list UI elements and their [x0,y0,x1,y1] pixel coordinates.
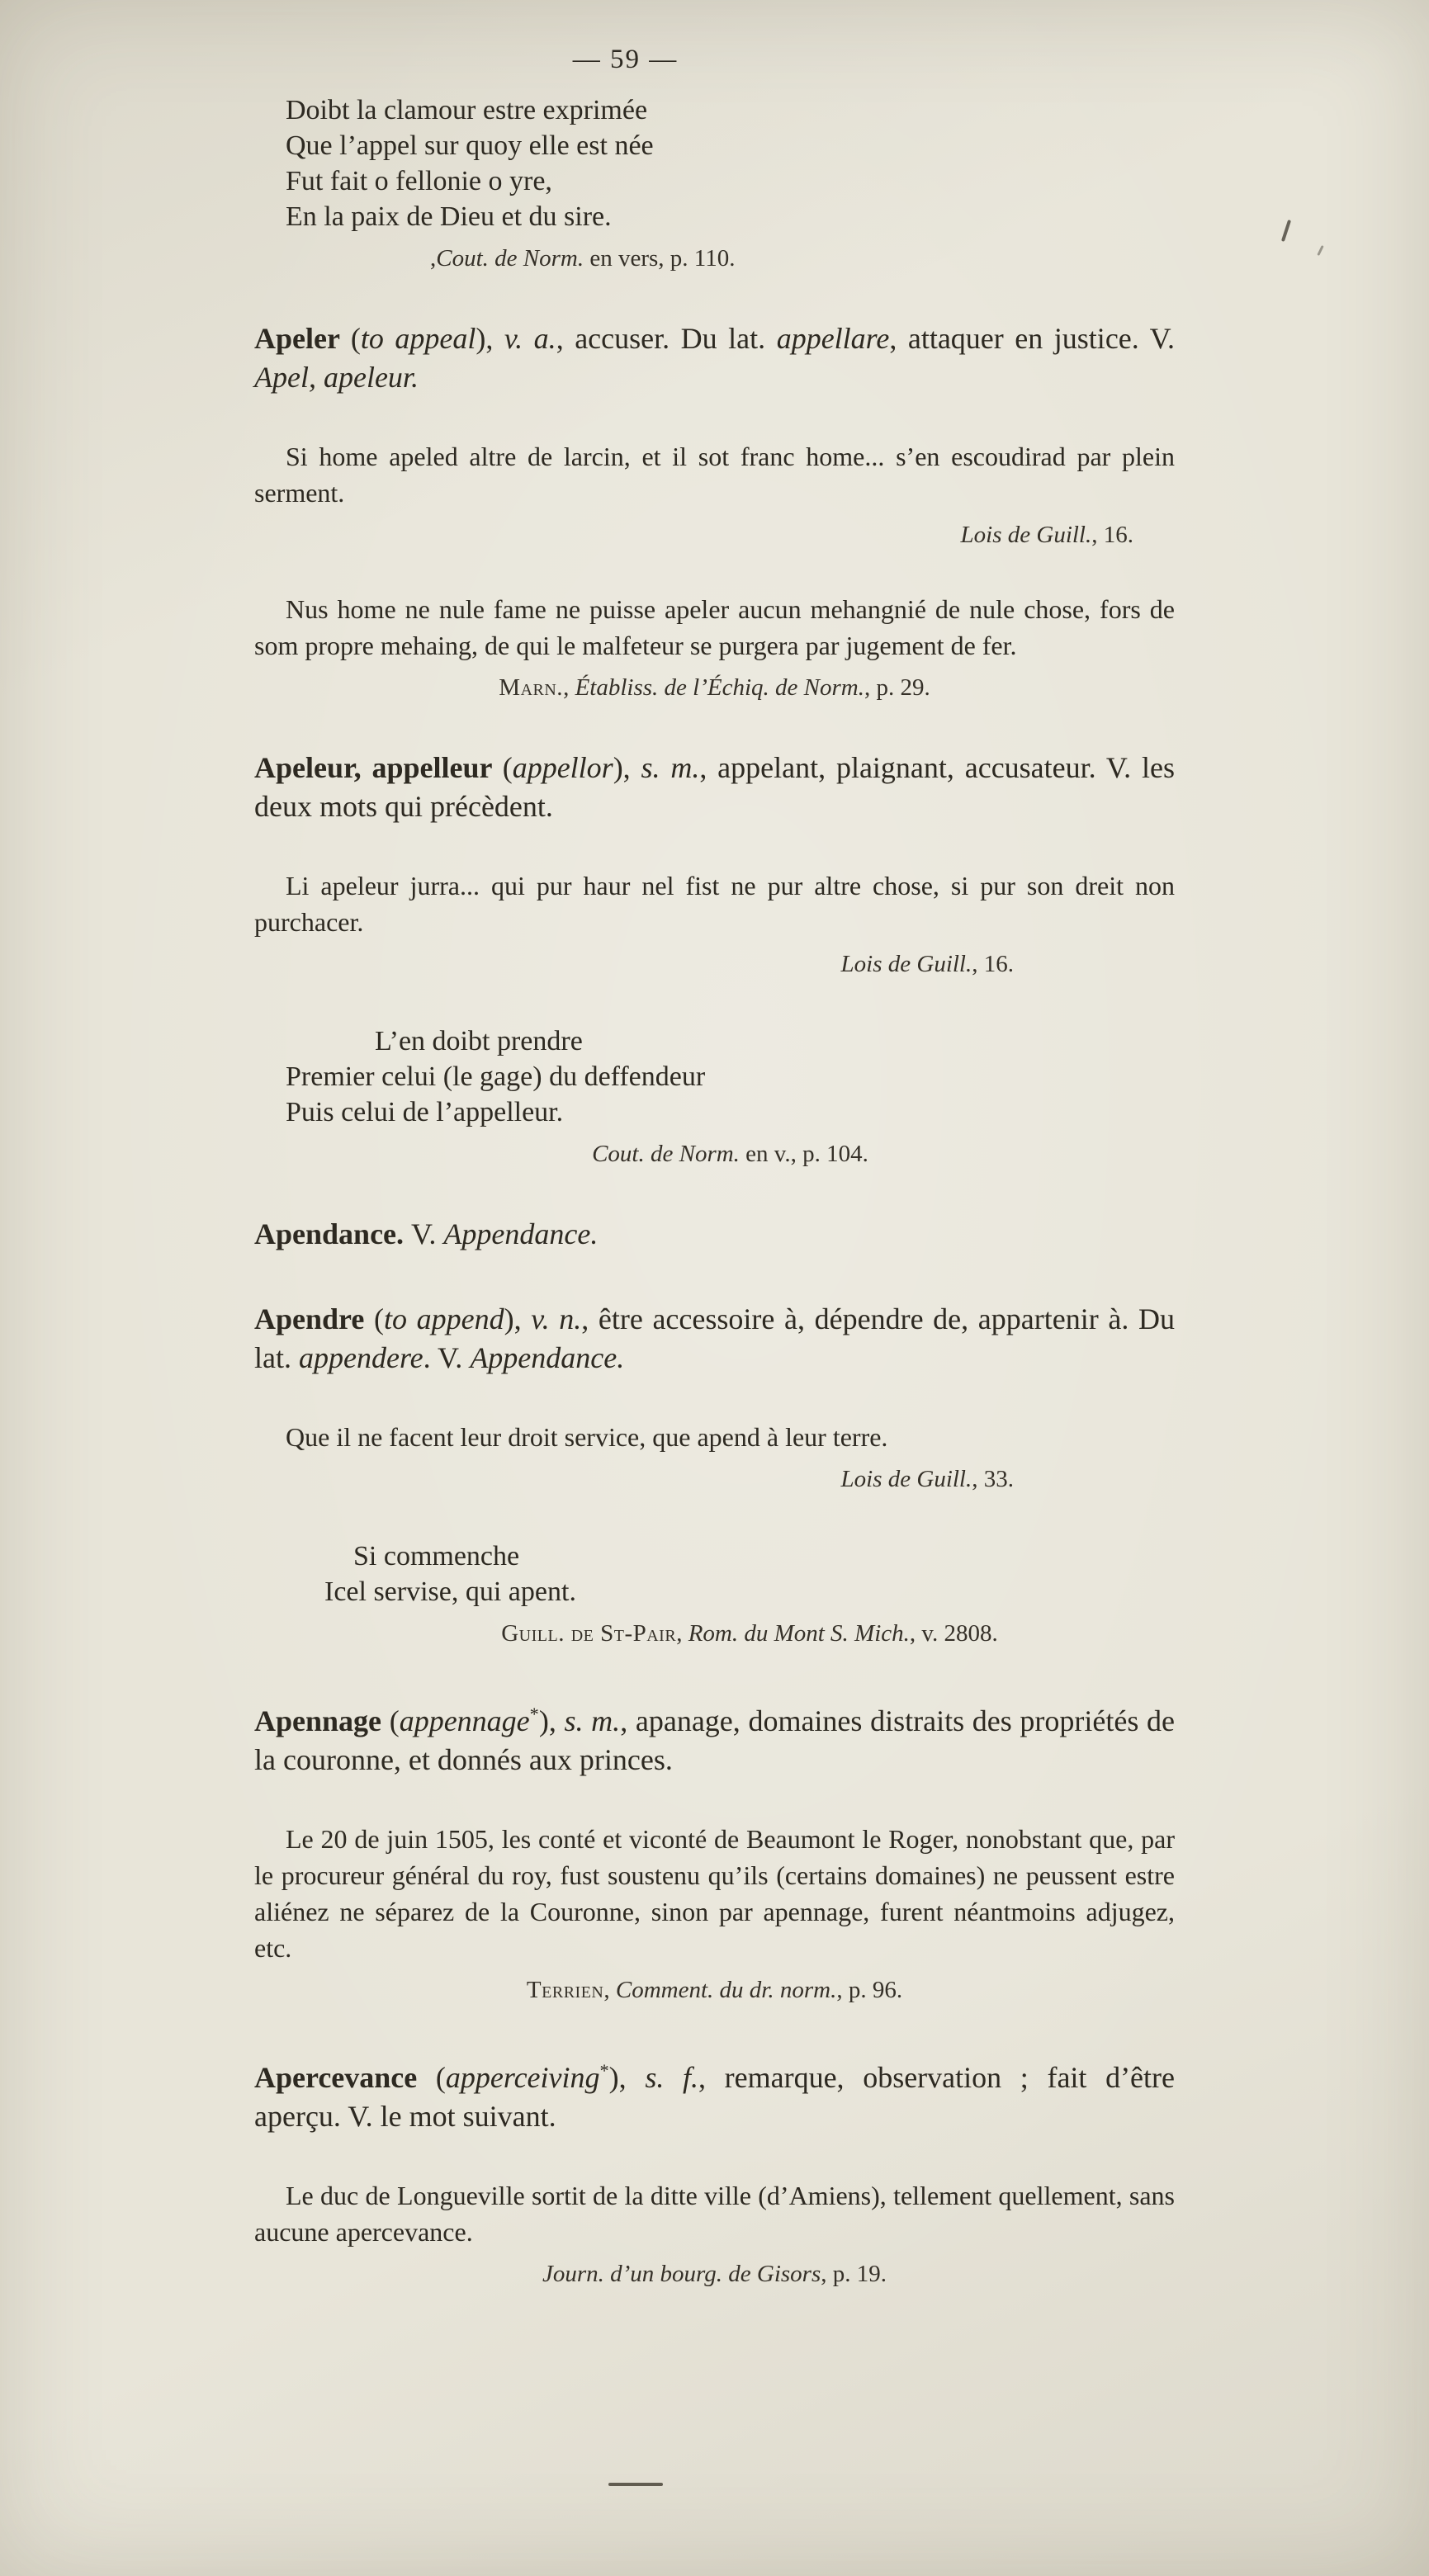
entry-apeler: Apeler (to appeal), v. a., accuser. Du lat. appellare, attaquer en justice. V. Apel, apeleur. [254,322,1175,394]
verse-quotation-block [286,92,1175,273]
verse-line: Que l’appel sur quoy elle est née [286,130,654,161]
citation: Cout. de Norm. en v., p. 104. [592,1141,868,1167]
citation: Lois de Guill., 16. [960,522,1133,548]
page-content [254,92,1175,2289]
ink-mark [1281,220,1291,242]
verse-line: Doibt la clamour estre exprimée [286,95,648,125]
verse-line: En la paix de Dieu et du sire. [286,201,612,232]
quotation-block [254,1419,1175,1494]
ink-mark [1317,245,1323,256]
verse-line: Puis celui de l’appelleur. [286,1097,564,1127]
verse-line: Premier celui (le gage) du deffendeur [286,1061,706,1092]
verse-line: L’en doibt prendre [375,1026,583,1056]
quotation-text: Le 20 de juin 1505, les conté et viconté de Beaumont le Roger, nonobstant que, par le procureur général du roy, fust soustenu qu’ils (certains domaines) ne peussent estre aliénez ne séparez de la Couronne, sinon par apennage, furent néantmoins adjugez, etc. [254,1824,1175,1963]
quotation-block [254,1821,1175,2005]
entry-apeleur: Apeleur, appelleur (appellor), s. m., appelant, plaignant, accusateur. V. les deux mots qui précèdent. [254,751,1175,823]
quotation-text: Si home apeled altre de larcin, et il sot franc home... s’en escoudirad par plein serment. [254,442,1175,508]
citation: Journ. d’un bourg. de Gisors, p. 19. [542,2261,887,2287]
entry-apennage: Apennage (appennage*), s. m., apanage, domaines distraits des propriétés de la couronne, et donnés aux princes. [254,1704,1176,1776]
citation: ,Cout. de Norm. en vers, p. 110. [430,245,736,272]
citation: Guill. de St-Pair, Rom. du Mont S. Mich., v. 2808. [501,1620,998,1647]
verse-line: Si commenche [353,1541,520,1572]
page-number: — 59 — [572,45,679,74]
quotation-block [254,2177,1175,2289]
entry-apendance: Apendance. V. Appendance. [254,1217,599,1250]
citation: Marn., Établiss. de l’Échiq. de Norm., p. 29. [499,674,930,701]
verse-quotation-block [324,1539,1175,1648]
quotation-text: Nus home ne nule fame ne puisse apeler aucun mehangnié de nule chose, fors de som propre mehaing, de qui le malfeteur se purgera par jugement de fer. [254,594,1175,660]
quotation-block [254,867,1175,979]
verse-quotation-block [286,1023,1175,1169]
quotation-text: Li apeleur jurra... qui pur haur nel fist ne pur altre chose, si pur son dreit non purchacer. [254,871,1175,937]
entry-apercevance: Apercevance (apperceiving*), s. f., remarque, observation ; fait d’être aperçu. V. le mot suivant. [254,2060,1176,2133]
citation: Terrien, Comment. du dr. norm., p. 96. [526,1977,903,2003]
citation: Lois de Guill., 33. [840,1466,1014,1492]
verse-line: Fut fait o fellonie o yre, [286,166,552,196]
quotation-block [254,438,1175,550]
entry-apendre: Apendre (to append), v. n., être accessoire à, dépendre de, appartenir à. Du lat. appendere. V. Appendance. [254,1302,1175,1374]
quotation-block [254,591,1175,702]
citation: Lois de Guill., 16. [840,951,1014,977]
quotation-text: Le duc de Longueville sortit de la ditte ville (d’Amiens), tellement quellement, sans aucune apercevance. [254,2181,1175,2247]
verse-line: Icel servise, qui apent. [324,1576,576,1607]
quotation-text: Que il ne facent leur droit service, que apend à leur terre. [286,1422,888,1452]
bottom-rule [608,2483,663,2486]
